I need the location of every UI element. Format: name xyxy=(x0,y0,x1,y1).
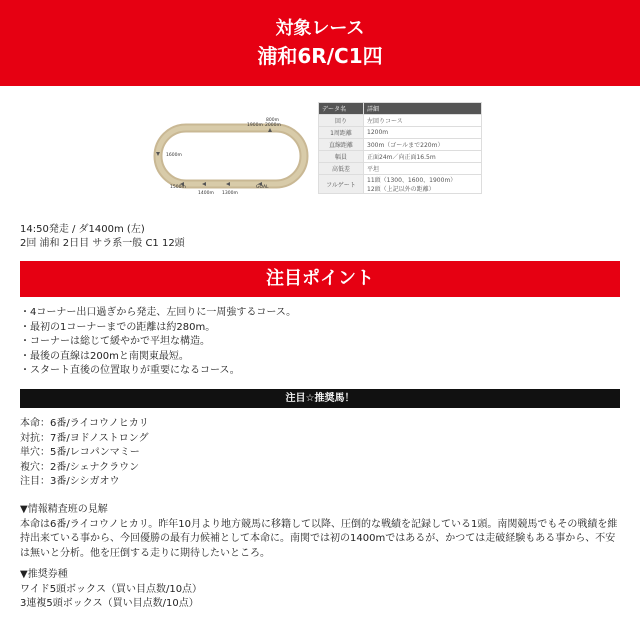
list-item: ・最初の1コーナーまでの距離は約280m。 xyxy=(20,321,216,333)
header-detail: 詳細 xyxy=(364,103,482,115)
list-item: ・コーナーは総じて緩やかで平坦な構造。 xyxy=(20,336,210,347)
table-row: フルゲート 11頭（1300、1600、1900m） 12頭（上記以外の距離） xyxy=(319,175,482,194)
table-row: 直線距離 300m（ゴールまで220m） xyxy=(319,139,482,151)
focus-points-list xyxy=(20,306,296,379)
label-1300m: 1300m xyxy=(222,191,238,196)
pick-tanana: 単穴：5番/レコパンマミー xyxy=(20,447,140,458)
race-name: 浦和6R/C1四 xyxy=(257,44,383,68)
table-row: 幅員 正面24m／向正面16.5m xyxy=(319,151,482,163)
course-name: URAWA RACECOURSE xyxy=(196,154,264,160)
race-info xyxy=(20,223,185,251)
list-item: ・スタート直後の位置取りが重要になるコース。 xyxy=(20,365,240,376)
analysis-heading: ▼情報精査班の見解 xyxy=(20,504,108,515)
ticket-trio: 3連複5頭ボックス（買い目点数/10点） xyxy=(20,598,199,609)
pick-chumoku: 注目：3番/シシガオウ xyxy=(20,476,120,487)
recommended-tickets xyxy=(20,568,202,612)
label-1400m: 1400m xyxy=(198,191,214,196)
recommended-horses xyxy=(20,417,149,490)
banner-title: 対象レース xyxy=(275,18,365,39)
race-time-distance: 14:50発走 / ダ1400m (左) xyxy=(20,224,145,235)
header-data-name: データ名 xyxy=(319,103,364,115)
label-2000m: 2000m xyxy=(265,123,281,128)
label-800m: 800m xyxy=(266,118,279,123)
target-race-banner xyxy=(0,0,640,86)
label-1900m: 1900m xyxy=(247,123,263,128)
analysis-section xyxy=(20,503,620,561)
course-data-table xyxy=(318,102,482,194)
analysis-text: 本命は6番/ライコウノヒカリ。昨年10月より地方競馬に移籍して以降、圧倒的な戦績を記録している1頭。南関競馬でもその戦績を維持出来ている事から、今回優勝の最有力候補として本命に。南関では初の1400mではあるが、かつては走破経験もある事から、不安は無いと分析。他を圧倒する走りに期待したいところ。 xyxy=(20,518,618,559)
list-item: ・4コーナー出口過ぎから発走、左回りに一周強するコース。 xyxy=(20,307,297,318)
recommended-horses-heading: 注目☆推奨馬！ xyxy=(20,389,620,408)
pick-fukuana: 複穴：2番/シェナクラウン xyxy=(20,461,140,473)
table-header xyxy=(319,103,482,115)
pick-honmei: 本命：6番/ライコウノヒカリ xyxy=(20,418,149,429)
pick-taiko: 対抗：7番/ヨドノストロング xyxy=(20,432,149,444)
race-meeting: 2回 浦和 2日目 サラ系一般 C1 12頭 xyxy=(20,238,185,249)
ticket-wide: ワイド5頭ボックス（買い目点数/10点） xyxy=(20,583,203,595)
label-1600m: 1600m xyxy=(166,153,182,158)
tickets-heading: ▼推奨券種 xyxy=(20,569,68,580)
table-row: 高低差 平坦 xyxy=(319,163,482,175)
focus-points-heading: 注目ポイント xyxy=(20,261,620,297)
label-1500m: 1500m xyxy=(170,185,186,190)
racecourse-diagram xyxy=(150,108,310,208)
label-goal: GOAL xyxy=(256,185,269,190)
list-item: ・最後の直線は200mと南関東最短。 xyxy=(20,350,189,362)
table-row: 1周距離 1200m xyxy=(319,127,482,139)
table-row: 回り 左回りコース xyxy=(319,115,482,127)
